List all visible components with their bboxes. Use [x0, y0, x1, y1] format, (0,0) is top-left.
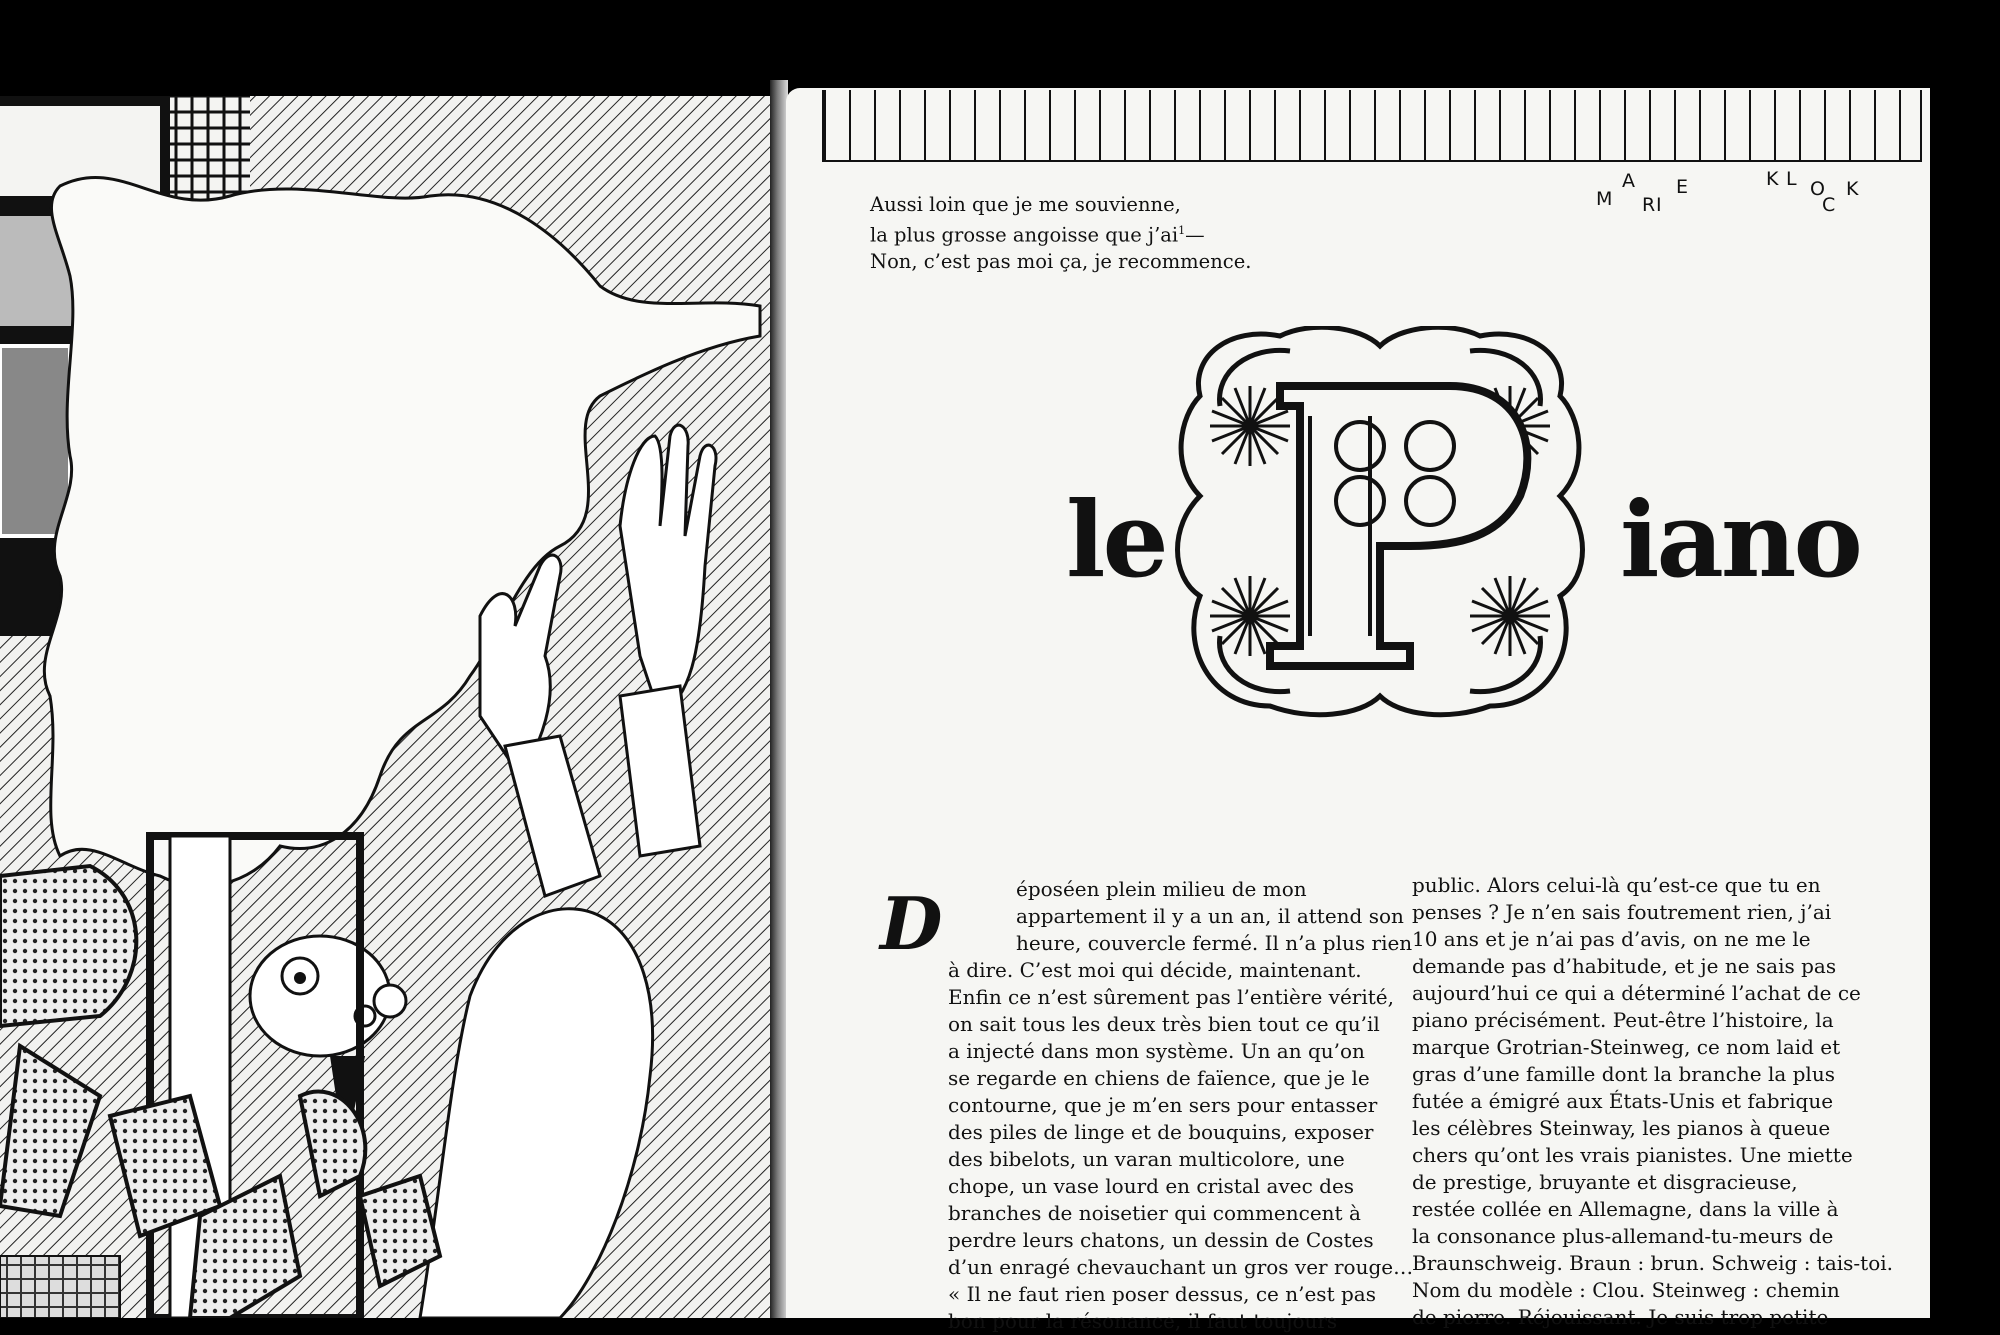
body-line: les célèbres Steinway, les pianos à queue: [1412, 1116, 1831, 1140]
header-ruler: [822, 90, 1922, 162]
body-line: « Il ne faut rien poser dessus, ce n’est pas: [948, 1282, 1376, 1306]
intro-text: [870, 192, 1251, 275]
body-line: chers qu’ont les vrais pianistes. Une miette: [1412, 1143, 1853, 1167]
comic-illustration: [0, 96, 778, 1318]
title-initial: P: [1340, 526, 1341, 527]
body-line: public. Alors celui-là qu’est-ce que tu en: [1412, 873, 1821, 897]
body-line: Enfin ce n’est sûrement pas l’entière vérité,: [948, 985, 1394, 1009]
body-line: à dire. C’est moi qui décide, maintenant.: [948, 958, 1362, 982]
author-letter: O: [1810, 178, 1826, 200]
body-line: aujourd’hui ce qui a déterminé l’achat de ce: [1412, 981, 1861, 1005]
body-line: gras d’une famille dont la branche la plus: [1412, 1062, 1835, 1086]
body-line: on sait tous les deux très bien tout ce qu’il: [948, 1012, 1380, 1036]
author-letter: I: [1656, 194, 1663, 216]
author-letter: K: [1766, 168, 1780, 190]
body-line: branches de noisetier qui commencent à: [948, 1201, 1361, 1225]
body-line: restée collée en Allemagne, dans la ville à: [1412, 1197, 1839, 1221]
body-line: Braunschweig. Braun : brun. Schweig : tais-toi.: [1412, 1251, 1893, 1275]
author-letter: R: [1642, 194, 1657, 216]
footnote-marker: 1: [1178, 224, 1186, 237]
intro-line: la plus grosse angoisse que $j’ai^1—$: [870, 223, 1205, 247]
body-line: a injecté dans mon système. Un an qu’on: [948, 1039, 1365, 1063]
body-column-2: [1412, 872, 1893, 1331]
body-line: de prestige, bruyante et disgracieuse,: [1412, 1170, 1798, 1194]
body-line: marque Grotrian-Steinweg, ce nom laid et: [1412, 1035, 1841, 1059]
body-column-1: [948, 876, 1413, 1335]
body-line: perdre leurs chatons, un dessin de Costes: [948, 1228, 1374, 1252]
body-line: heure, couvercle fermé. Il n’a plus rien: [1016, 931, 1413, 955]
intro-line: Non, c’est pas moi ça, je recommence.: [870, 249, 1252, 273]
body-line: époséen plein milieu de mon: [1016, 877, 1307, 901]
body-line: piano précisément. Peut-être l’histoire, la: [1412, 1008, 1834, 1032]
author-letter: K: [1846, 178, 1860, 200]
left-page-illustration: [0, 96, 778, 1318]
body-line: de pierre. Réjouissant. Je suis trop petite: [1412, 1305, 1829, 1329]
intro-line: Aussi loin que je me souvienne,: [870, 193, 1181, 216]
body-line: 10 ans et je n’ai pas d’avis, on ne me le: [1412, 927, 1811, 951]
author-letter: A: [1622, 170, 1636, 192]
author-letter: C: [1822, 194, 1837, 216]
body-dropcap: D: [880, 881, 943, 966]
body-line: futée a émigré aux États-Unis et fabrique: [1412, 1089, 1834, 1113]
body-line: contourne, que je m’en sers pour entasser: [948, 1093, 1378, 1117]
author-letter: M: [1596, 188, 1614, 210]
title-word-le: le: [1066, 478, 1166, 601]
ornament-frame: [1170, 326, 1590, 726]
body-line: se regarde en chiens de faïence, que je le: [948, 1066, 1370, 1090]
body-line: bon pour la résonance, il faut toujours: [948, 1309, 1338, 1333]
ornamental-initial: [1170, 326, 1590, 726]
body-line: des bibelots, un varan multicolore, une: [948, 1147, 1345, 1171]
author-letter: E: [1676, 176, 1690, 198]
body-line: penses ? Je n’en sais foutrement rien, j’ai: [1412, 900, 1832, 924]
body-line: demande pas d’habitude, et je ne sais pas: [1412, 954, 1837, 978]
body-line: d’un enragé chevauchant un gros ver rouge…: [948, 1255, 1414, 1279]
author-byline: [1586, 168, 1906, 228]
title-word-iano: iano: [1620, 478, 1860, 601]
body-line: la consonance plus-allemand-tu-meurs de: [1412, 1224, 1834, 1248]
body-line: chope, un vase lourd en cristal avec des: [948, 1174, 1355, 1198]
author-letter: L: [1786, 168, 1798, 190]
body-line: Nom du modèle : Clou. Steinweg : chemin: [1412, 1278, 1840, 1302]
body-line: appartement il y a un an, il attend son: [1016, 904, 1404, 928]
body-line: des piles de linge et de bouquins, exposer: [948, 1120, 1374, 1144]
